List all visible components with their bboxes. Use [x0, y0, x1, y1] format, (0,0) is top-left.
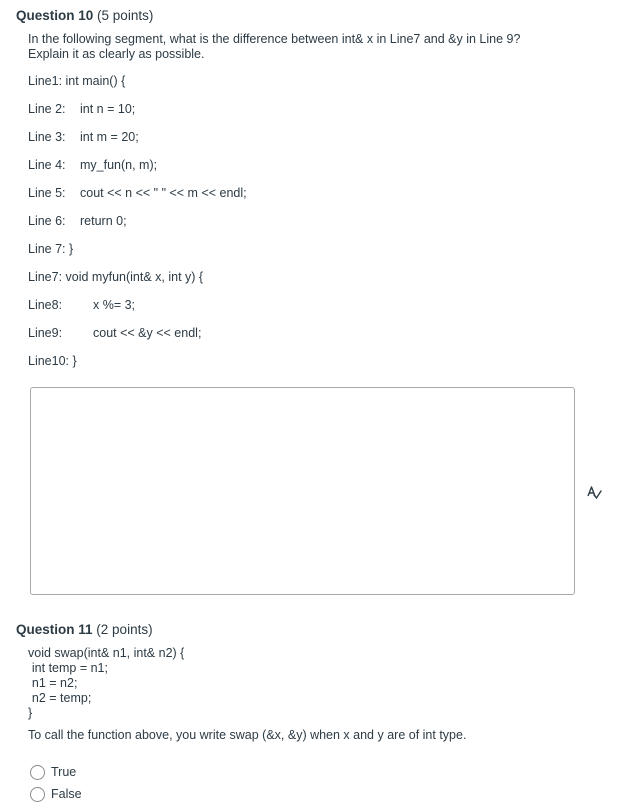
code-line-8-number: Line8: — [28, 298, 63, 312]
q11-code-line-5: } — [28, 706, 33, 720]
code-line-3-code: int m = 20; — [80, 130, 139, 144]
code-line-8-code: x %= 3; — [93, 298, 136, 312]
code-line-4-number: Line 4: — [28, 158, 66, 172]
code-line-7: Line 7: } — [28, 242, 74, 256]
question-11-points: (2 points) — [96, 622, 153, 637]
option-false-label[interactable]: False — [51, 787, 82, 801]
question-10-prompt-line1: In the following segment, what is the difference between int& x in Line7 and &y in Line 9? — [28, 32, 521, 46]
code-line-6-code: return 0; — [80, 214, 127, 228]
code-line-2-number: Line 2: — [28, 102, 66, 116]
question-10-title — [16, 8, 153, 23]
q11-statement: To call the function above, you write swap (&x, &y) when x and y are of int type. — [28, 728, 467, 742]
code-line-10: Line10: } — [28, 354, 77, 368]
code-line-5-code: cout << n << " " << m << endl; — [80, 186, 247, 200]
code-line-1: Line1: int main() { — [28, 74, 126, 88]
option-false[interactable] — [30, 785, 82, 803]
code-line-9-code: cout << &y << endl; — [93, 326, 202, 340]
code-line-6-number: Line 6: — [28, 214, 66, 228]
spell-check-icon[interactable] — [586, 484, 602, 500]
radio-true[interactable] — [30, 765, 45, 780]
question-11-title — [16, 622, 153, 637]
question-10-points: (5 points) — [97, 8, 154, 23]
question-10-prompt-line2: Explain it as clearly as possible. — [28, 47, 205, 61]
answer-textarea[interactable] — [30, 387, 575, 595]
code-line-9-number: Line9: — [28, 326, 63, 340]
q11-code-line-4: n2 = temp; — [18, 691, 92, 705]
q11-code-line-1: void swap(int& n1, int& n2) { — [28, 646, 185, 660]
code-line-4-code: my_fun(n, m); — [80, 158, 158, 172]
code-line-7b: Line7: void myfun(int& x, int y) { — [28, 270, 204, 284]
code-line-5-number: Line 5: — [28, 186, 66, 200]
radio-false[interactable] — [30, 787, 45, 802]
code-line-2-code: int n = 10; — [80, 102, 136, 116]
q11-code-line-2: int temp = n1; — [18, 661, 108, 675]
option-true[interactable] — [30, 763, 76, 781]
question-11-label: Question 11 — [16, 622, 93, 637]
code-line-3-number: Line 3: — [28, 130, 66, 144]
option-true-label[interactable]: True — [51, 765, 77, 779]
q11-code-line-3: n1 = n2; — [18, 676, 78, 690]
question-10-label: Question 10 — [16, 8, 94, 23]
